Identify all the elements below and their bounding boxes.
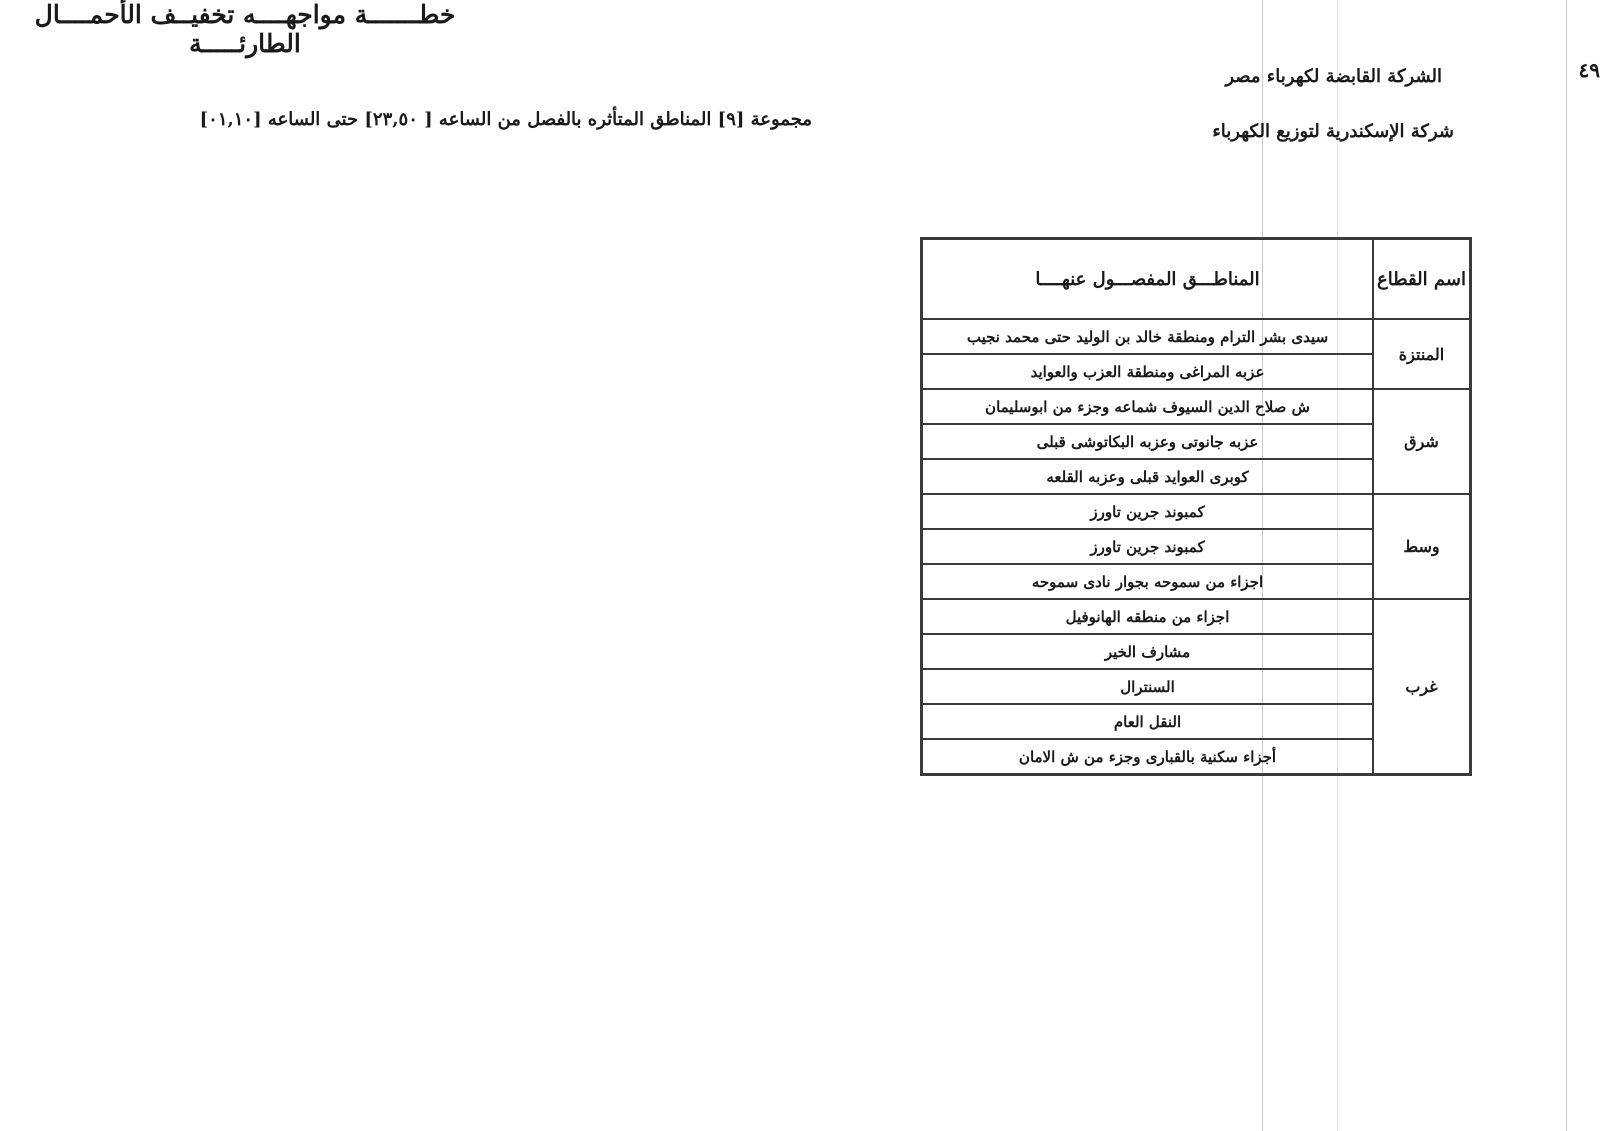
table-row [922, 389, 1471, 424]
area-cell: ش صلاح الدين السيوف شماعه وجزء من ابوسليمان [922, 389, 1374, 424]
area-cell: النقل العام [922, 704, 1374, 739]
area-cell: اجزاء من منطقه الهانوفيل [922, 599, 1374, 634]
sector-column-header: اسم القطاع [1373, 239, 1471, 320]
sector-cell: وسط [1373, 494, 1471, 599]
area-cell: مشارف الخير [922, 634, 1374, 669]
area-cell: عزبه جانوتى وعزبه البكاتوشى قبلى [922, 424, 1374, 459]
sector-cell: شرق [1373, 389, 1471, 494]
group-time-range-line: مجموعة [٩] المناطق المتأثره بالفصل من الساعه [ ٢٣,٥٠] حتى الساعه [٠١,١٠] [199, 109, 812, 130]
sector-cell: المنتزة [1373, 319, 1471, 389]
company-holding-name: الشركة القابضة لكهرباء مصر [1225, 66, 1442, 87]
area-cell: كمبوند جرين تاورز [922, 529, 1374, 564]
area-cell: عزبه المراغى ومنطقة العزب والعوايد [922, 354, 1374, 389]
company-distribution-name: شركة الإسكندرية لتوزيع الكهرباء [1212, 121, 1454, 142]
table-row [922, 319, 1471, 354]
table-row [922, 494, 1471, 529]
scan-edge-line [1566, 0, 1567, 1131]
area-cell: اجزاء من سموحه بجوار نادى سموحه [922, 564, 1374, 599]
area-cell: السنترال [922, 669, 1374, 704]
document-title: خطـــــــة مواجهــــه تخفيــف الأحمــــال الطارئـــــة [34, 0, 456, 58]
page-number: ٤٩ [1578, 58, 1600, 82]
areas-column-header: المناطـــق المفصـــول عنهــــا [922, 239, 1374, 320]
area-cell: كوبرى العوايد قبلى وعزبه القلعه [922, 459, 1374, 494]
table-body [922, 319, 1471, 775]
area-cell: كمبوند جرين تاورز [922, 494, 1374, 529]
sector-cell: غرب [1373, 599, 1471, 775]
table-row [922, 599, 1471, 634]
load-shedding-table [920, 237, 1472, 776]
area-cell: أجزاء سكنية بالقبارى وجزء من ش الامان [922, 739, 1374, 775]
area-cell: سيدى بشر الترام ومنطقة خالد بن الوليد حتى محمد نجيب [922, 319, 1374, 354]
table-header-row [922, 239, 1471, 320]
